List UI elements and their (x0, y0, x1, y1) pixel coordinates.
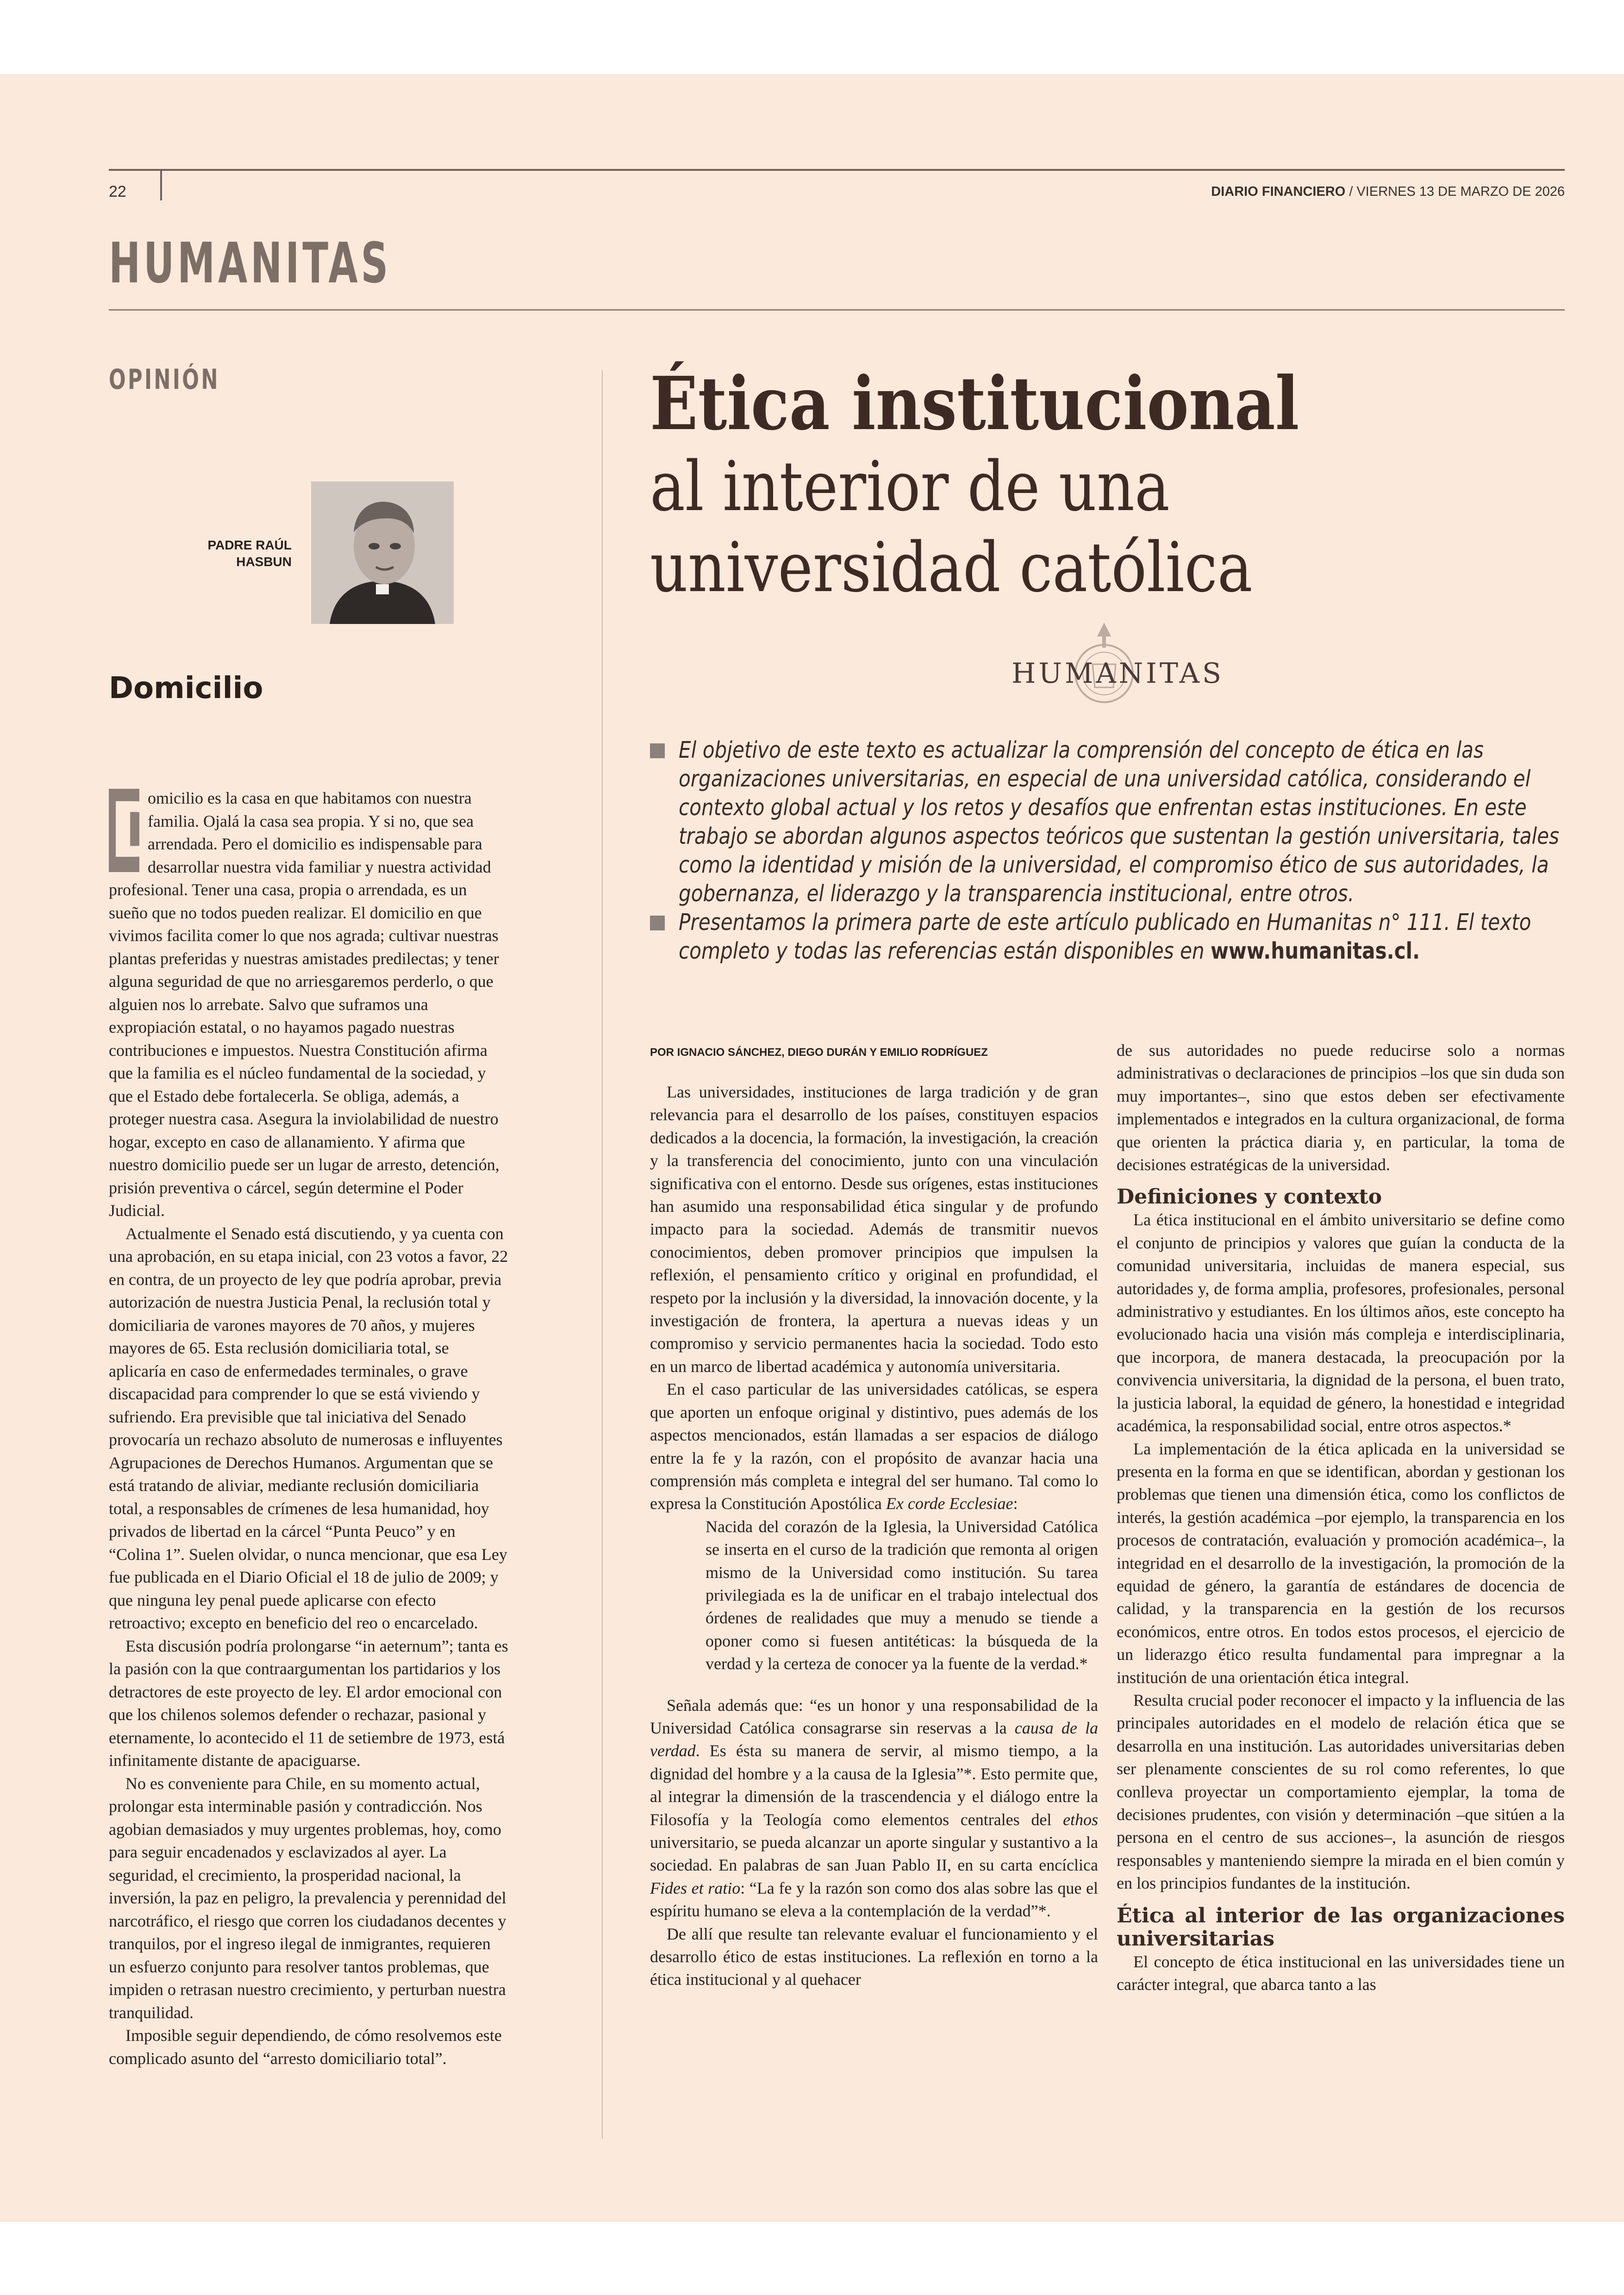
opinion-paragraph: No es conveniente para Chile, en su momento actual, prolongar esta interminable pasión y contradicción. Nos agobian demasiados y muy urgentes problemas, hoy, como para seguir encadenados y esclavizados al ayer. La seguridad, el crecimiento, la prosperidad nacional, la inversión, la paz en peligro, la prevalencia y perennidad del narcotráfico, el riesgo que corren los ciudadanos decentes y tranquilos, por el ingreso ilegal de inmigrantes, requieren un esfuerzo conjunto para resolver tantos problemas, que impiden o retrasan nuestro crecimiento, y perturban nuestra tranquilidad. (109, 1774, 506, 2022)
article-paragraph: La ética institucional en el ámbito universitario se define como el conjunto de principios y valores que guían la conducta de la comunidad universitaria, incluidas de manera especial, sus autoridades y, de forma amplia, profesores, profesionales, personal administrativo y estudiantes. En los últimos años, este concepto ha evolucionado hacia una visión más compleja e interdisciplinaria, que incorpora, de manera destacada, la preocupación por la convivencia universitaria, la dignidad de la persona, el buen trato, la justicia laboral, la equidad de género, la honestidad e integridad académica, la responsabilidad social, entre otros aspectos.* (1117, 1210, 1565, 1435)
article-paragraph (650, 1378, 1098, 1515)
opinion-paragraph-text: omicilio es la casa en que habitamos con nuestra familia. Ojalá la casa sea propia. Y si no, que sea arrendada. Pero el domicilio es indispensable para desarrollar nuestra vida familiar y nuestra actividad profesional. Tener una casa, propia o arrendada, es un sueño que no todos pueden realizar. El domicilio en que vivimos facilita comer lo que nos agrada; cultivar nuestras plantas preferidas y nuestras amistades predilectas; y tener alguna seguridad de que no arriesgaremos perderlo, o que alguien nos lo arrebate. Salvo que suframos una expropiación estatal, o no hayamos pagado nuestras contribuciones e impuestos. Nuestra Constitución afirma que la familia es el núcleo fundamental de la sociedad, y que el Estado debe fortalecerla. Se obliga, además, a proteger nuestra casa. Asegura la inviolabilidad de nuestro hogar, excepto en caso de allanamiento. Y afirma que nuestro domicilio puede ser un lugar de arresto, detención, prisión preventiva o cárcel, según determine el Poder Judicial. (109, 789, 500, 1220)
columnist-portrait (311, 481, 454, 624)
lede-item (650, 908, 1562, 966)
opinion-paragraph (109, 787, 509, 1222)
article-paragraph: De allí que resulte tan relevante evaluar el funcionamiento y el desarrollo ético de estas instituciones. La reflexión en torno a la ética institucional y al quehacer (650, 1924, 1098, 1989)
article-lede (650, 736, 1562, 966)
opinion-paragraph: Actualmente el Senado está discutiendo, y ya cuenta con una aprobación, en su etapa inicial, con 23 votos a favor, 22 en contra, de un proyecto de ley que podría aprobar, previa autorización de nuestra Justicia Penal, la reclusión total y domiciliaria de varones mayores de 70 años, y mujeres mayores de 65. Esta reclusión domiciliaria total, se aplicaría en caso de enfermedades terminales, o grave discapacidad para comprender lo que se está viviendo y sufriendo. Era previsible que tal iniciativa del Senado provocaría un rechazo absoluto de numerosas e influyentes Agrupaciones de Derechos Humanos. Argumentan que se está tratando de aliviar, mediante reclusión domiciliaria total, a responsables de crímenes de lesa humanidad, hoy privados de libertad en la cárcel “Punta Peuco” y en “Colina 1”. Suelen olvidar, o nunca mencionar, que esa Ley fue publicada en el Diario Oficial el 18 de julio de 2009; y que ninguna ley penal puede aplicarse con efecto retroactivo; excepto en beneficio del reo o encarcelado. (109, 1224, 508, 1632)
lede-item (650, 736, 1562, 908)
article-text: universitario, se pueda alcanzar un aporte singular y sustantivo a la sociedad. En palabras de san Juan Pablo II, en su carta encíclica (650, 1833, 1098, 1875)
article-text-italic: ethos (1063, 1810, 1098, 1829)
opinion-paragraph: Esta discusión podría prolongarse “in aeternum”; tanta es la pasión con la que contraargumentan los partidarios y los detractores de este proyecto de ley. El ardor emocional con que los chilenos solemos defender o rechazar, pasional y eternamente, lo acontecido el 11 de setiembre de 1973, está infinitamente distante de apaciguarse. (109, 1636, 508, 1770)
article-text: : (1013, 1494, 1018, 1513)
article-text: : “La fe y la razón son como dos alas sobre las que el espíritu humano se eleva a la contemplación de la verdad”*. (650, 1878, 1098, 1921)
humanitas-logo: HUMANITAS (1012, 657, 1224, 690)
article-column-1 (650, 1081, 1098, 1991)
section-rule (109, 309, 1565, 311)
article-paragraph: Las universidades, instituciones de larga tradición y de gran relevancia para el desarrollo de los países, constituyen espacios dedicados a la docencia, la formación, la investigación, la creación y la transferencia del conocimiento, junto con una vinculación significativa con el entorno. Desde sus orígenes, estas instituciones han asumido una responsabilidad ética singular y de profundo impacto para la sociedad. Además de transmitir nuevos conocimientos, deben promover principios que impulsen la reflexión, el pensamiento crítico y original en profundidad, el respeto por la inclusión y la diversidad, la innovación docente, y la investigación de frontera, la apertura a nuevas ideas y un compromiso y servicio permanentes hacia la sociedad. Todo esto en un marco de libertad académica y autonomía universitaria. (650, 1083, 1098, 1376)
dateline (1211, 184, 1565, 200)
page-number: 22 (109, 183, 126, 200)
article-text-italic: Ex corde Ecclesiae (886, 1494, 1013, 1513)
column-divider (602, 370, 603, 2139)
block-quote: Nacida del corazón de la Iglesia, la Universidad Católica se inserta en el curso de la tradición que remonta al origen mismo de la Universidad como institución. Su tarea privilegiada es la de unificar en el trabajo intelectual dos órdenes de realidades que muy a menudo se tiende a oponer como si fuesen antitéticas: la búsqueda de la verdad y la certeza de conocer ya la fuente de la verdad.* (706, 1517, 1098, 1673)
headline-line-3: universidad católica (650, 528, 1253, 607)
headline-line-1: Ética institucional (650, 361, 1299, 447)
opinion-kicker: OPINIÓN (109, 363, 220, 396)
square-bullet-icon (650, 743, 665, 758)
subheading: Ética al interior de las organizaciones universitarias (1117, 1903, 1565, 1951)
header-rule (109, 169, 1565, 171)
article-paragraph: Resulta crucial poder reconocer el impacto y la influencia de las principales autoridades en el modelo de relación ética que se desarrolla en una institución. Las autoridades universitarias deben ser plenamente conscientes de su rol como referentes, lo que conlleva proyectar un comportamiento ejemplar, la toma de decisiones prudentes, con visión y determinación –que sitúen a la persona en el centro de sus acciones–, la asunción de riesgos responsables y manteniendo siempre la mirada en el bien común y en los principios fundantes de la institución. (1117, 1690, 1565, 1893)
headline-line-2: al interior de una (650, 447, 1170, 526)
lede-text (679, 908, 1562, 966)
article-byline: POR IGNACIO SÁNCHEZ, DIEGO DURÁN Y EMILIO RODRÍGUEZ (650, 1046, 988, 1059)
article-paragraph (650, 1694, 1098, 1923)
opinion-heading: Domicilio (109, 671, 263, 705)
article-text: . Es ésta su manera de servir, al mismo tiempo, a la dignidad del hombre y a la causa de la Iglesia”*. Esto permite que, al integrar la dimensión de la trascendencia y el diálogo entre la Filosofía y la Teología como elementos centrales del (650, 1741, 1098, 1829)
article-text-italic: Fides et ratio (650, 1878, 741, 1897)
header-rule-tick (160, 169, 162, 200)
portrait-illustration (311, 481, 454, 624)
article-paragraph: de sus autoridades no puede reducirse solo a normas administrativas o declaraciones de principios –los que sin duda son muy importantes–, sino que estos deben ser efectivamente implementados e integrados en la cultura organizacional, de forma que orienten la práctica diaria y, en particular, la toma de decisiones estratégicas de la universidad. (1117, 1041, 1565, 1174)
square-bullet-icon (650, 916, 665, 930)
article-text: Señala además que: “es un honor y una responsabilidad de la Universidad Católica consagrarse sin reservas a la (650, 1696, 1098, 1737)
opinion-body (109, 787, 509, 2070)
spacer (650, 1676, 1098, 1694)
subheading: Definiciones y contexto (1117, 1185, 1382, 1209)
columnist-name: PADRE RAÚL HASBUN (207, 538, 292, 569)
issue-date: / VIERNES 13 DE MARZO DE 2026 (1345, 184, 1565, 199)
article-column-2 (1117, 1039, 1565, 1996)
drop-cap: D (109, 786, 172, 875)
opinion-paragraph: Imposible seguir dependiendo, de cómo resolvemos este complicado asunto del “arresto domiciliario total”. (109, 2026, 502, 2068)
article-paragraph: El concepto de ética institucional en las universidades tiene un carácter integral, que abarca tanto a las (1117, 1952, 1565, 1994)
lede-text: El objetivo de este texto es actualizar la comprensión del concepto de ética en las organizaciones universitarias, en especial de una universidad católica, considerando el contexto global actual y los retos y desafíos que enfrentan estas instituciones. En este trabajo se abordan algunos aspectos teóricos que sustentan la gestión universitaria, tales como la identidad y misión de la universidad, el compromiso ético de sus autoridades, la gobernanza, el liderazgo y la transparencia institucional, entre otros. (679, 737, 1560, 907)
article-text: En el caso particular de las universidades católicas, se espera que aporten un enfoque original y distintivo, pues además de los aspectos mencionados, están llamadas a ser espacios de diálogo entre la fe y la razón, con el propósito de avanzar hacia una comprensión más completa e integral del ser humano. Tal como lo expresa la Constitución Apostólica (650, 1380, 1098, 1513)
website-link[interactable]: www.humanitas.cl. (1211, 938, 1420, 964)
article-paragraph: La implementación de la ética aplicada en la universidad se presenta en la forma en que se identifican, abordan y gestionan los problemas que tienen una dimensión ética, como los conflictos de interés, la gestión académica –por ejemplo, la transparencia en los procesos de contratación, evaluación y promoción académica–, la integridad en el desarrollo de la investigación, la promoción de la equidad de género, la garantía de estándares de docencia de calidad, y la transparencia en la gestión de los recursos económicos, entre otros. En todos estos procesos, el ejercicio de un liderazgo ético resulta fundamental para impregnar a la institución de una orientación ética integral. (1117, 1439, 1565, 1687)
article-text-italic: causa de la verdad (650, 1718, 1098, 1760)
publication-name: DIARIO FINANCIERO (1211, 184, 1346, 199)
section-title: HUMANITAS (109, 231, 392, 296)
lede-text-part: Presentamos la primera parte de este artículo publicado en Humanitas n° 111. El texto completo y todas las referencias están disponibles en (679, 909, 1531, 964)
